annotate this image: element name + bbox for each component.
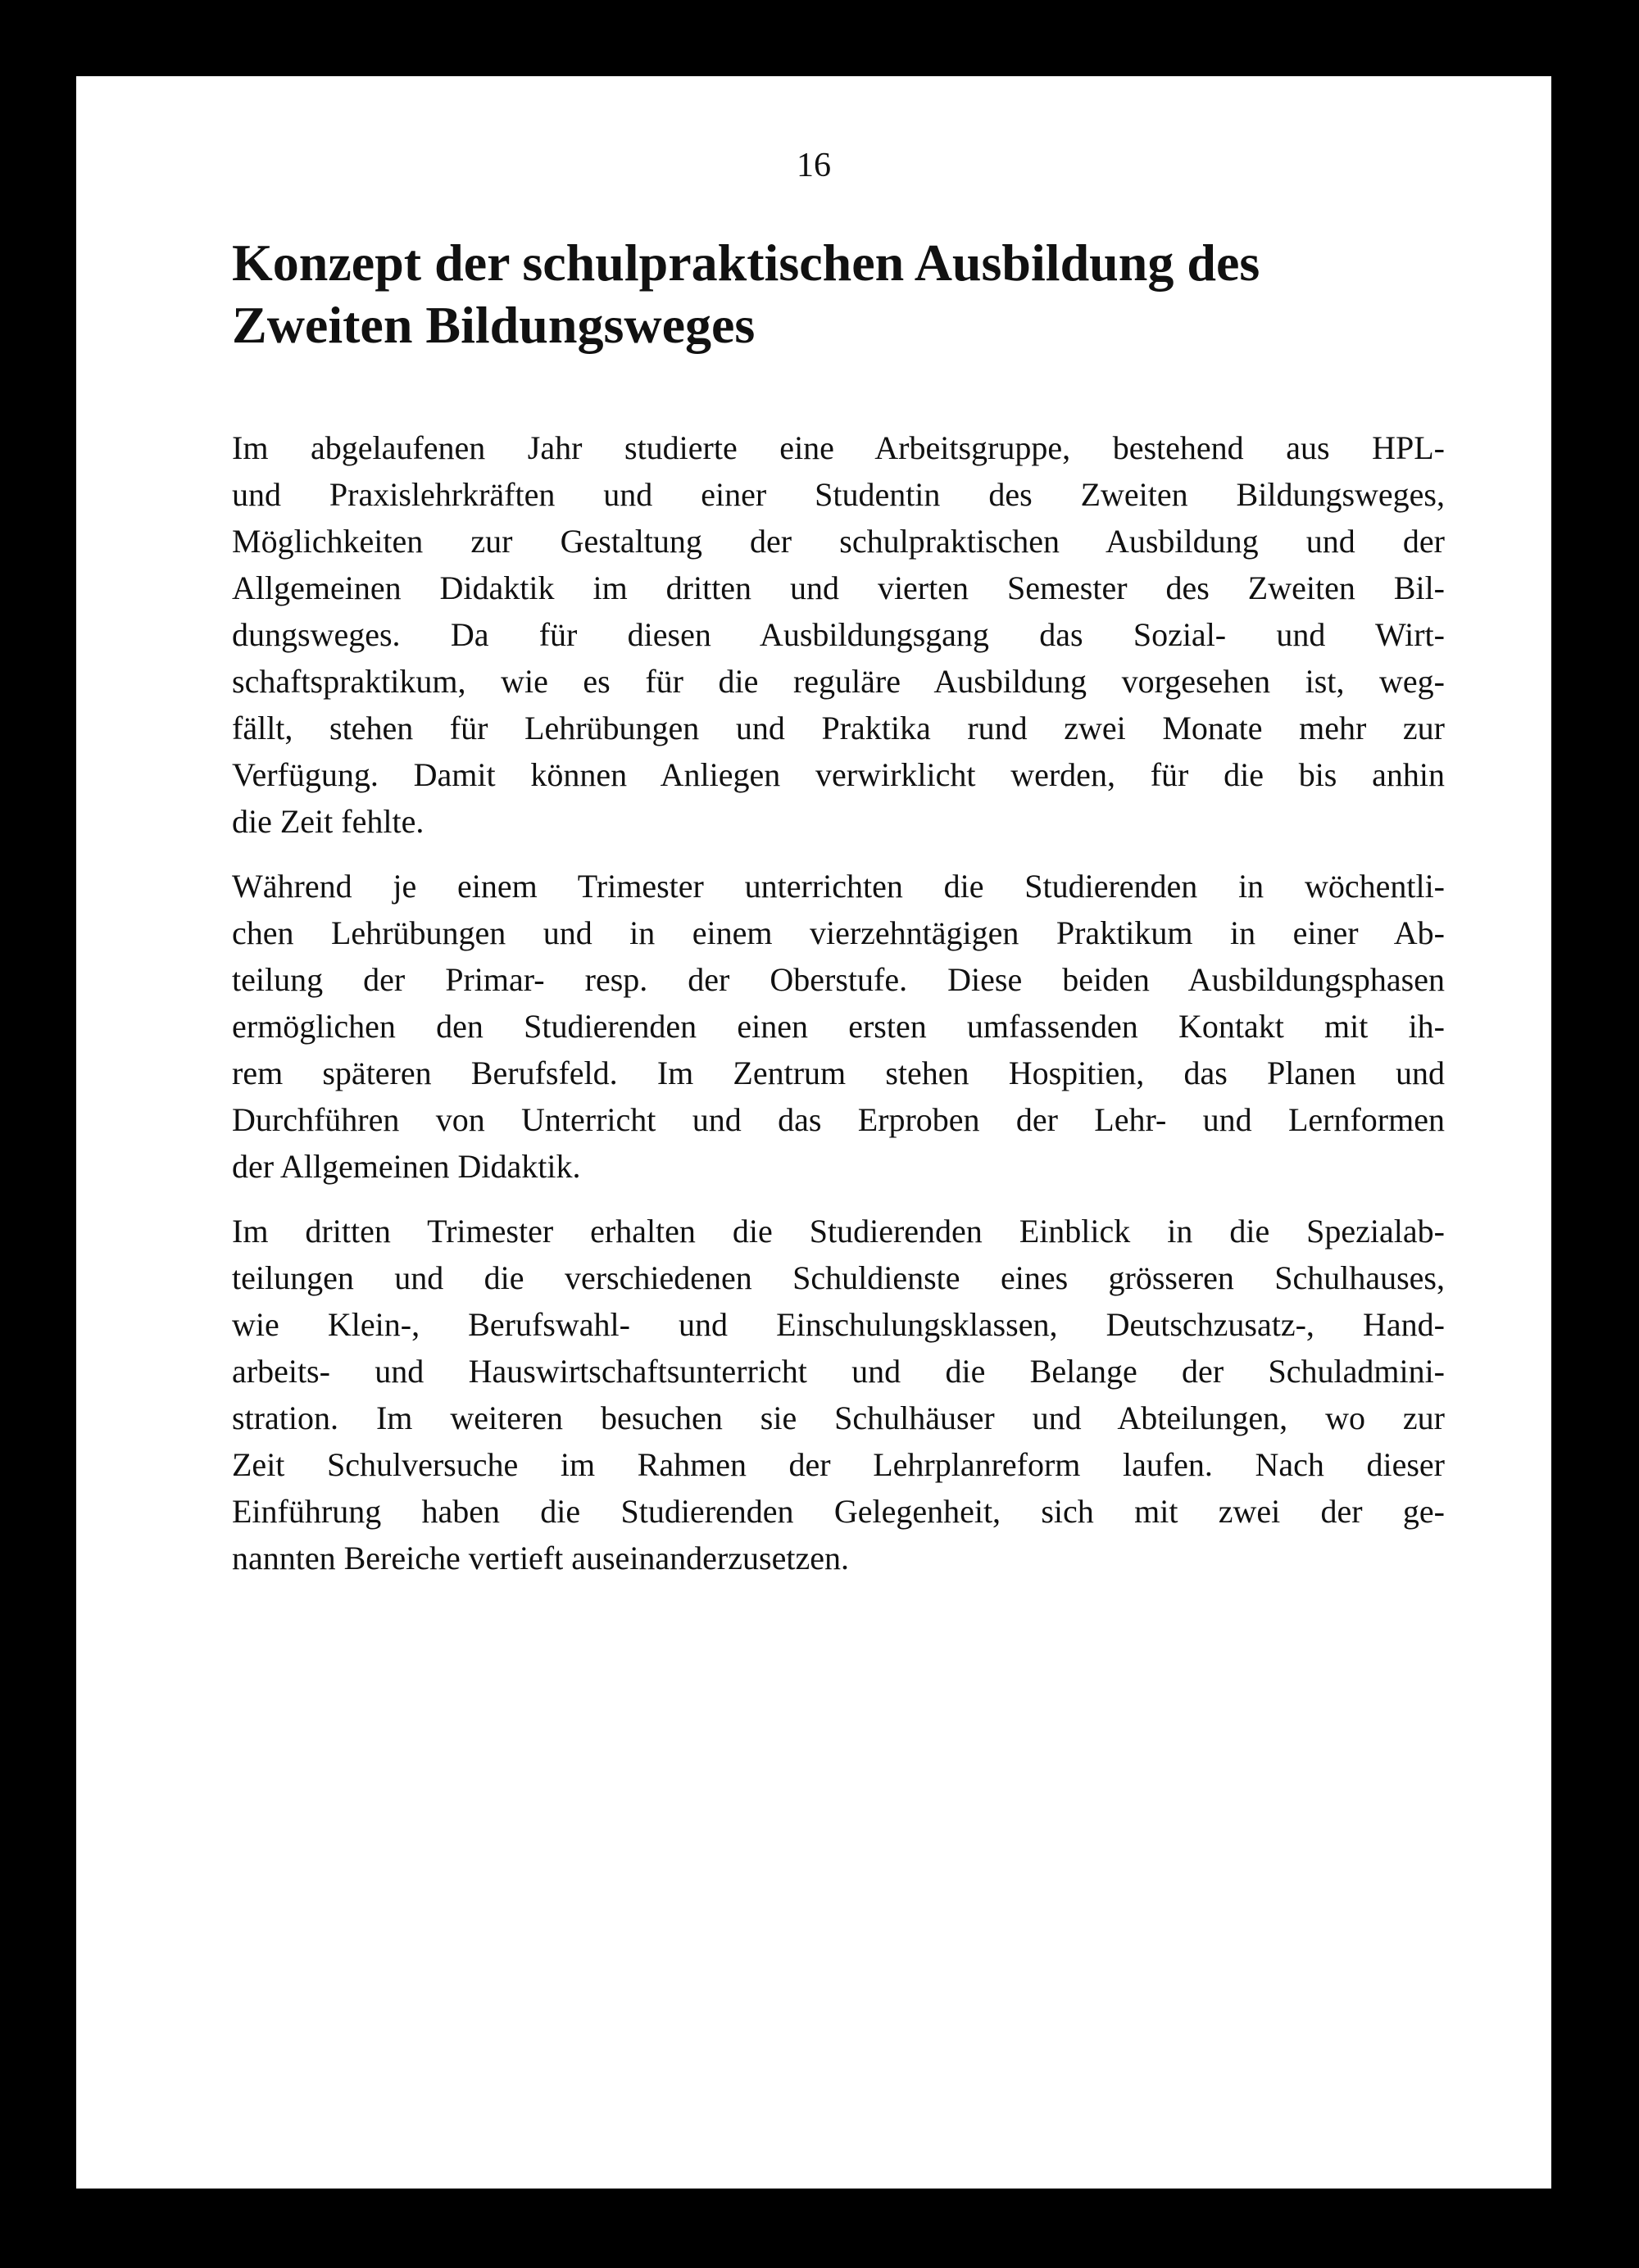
title-line: Zweiten Bildungsweges	[232, 296, 756, 354]
text-line: teilung der Primar- resp. der Oberstufe. Diese beiden Ausbildungsphasen	[232, 961, 1445, 998]
text-line: Im dritten Trimester erhalten die Studierenden Einblick in die Spezialab-	[232, 1213, 1445, 1250]
text-line: Während je einem Trimester unterrichten die Studierenden in wöchentli-	[232, 868, 1445, 905]
text-line: Einführung haben die Studierenden Gelegenheit, sich mit zwei der ge-	[232, 1493, 1445, 1530]
paragraph-3	[232, 1208, 1445, 1581]
text-line: Zeit Schulversuche im Rahmen der Lehrplanreform laufen. Nach dieser	[232, 1446, 1445, 1483]
text-line: dungsweges. Da für diesen Ausbildungsgang das Sozial- und Wirt-	[232, 616, 1445, 653]
text-line: Möglichkeiten zur Gestaltung der schulpraktischen Ausbildung und der	[232, 523, 1445, 560]
text-line: chen Lehrübungen und in einem vierzehntägigen Praktikum in einer Ab-	[232, 914, 1445, 951]
text-line: teilungen und die verschiedenen Schuldienste eines grösseren Schulhauses,	[232, 1259, 1445, 1296]
text-line: schaftspraktikum, wie es für die reguläre Ausbildung vorgesehen ist, weg-	[232, 663, 1445, 700]
text-line: Durchführen von Unterricht und das Erproben der Lehr- und Lernformen	[232, 1101, 1445, 1138]
text-line: Im abgelaufenen Jahr studierte eine Arbeitsgruppe, bestehend aus HPL-	[232, 429, 1445, 466]
paragraph-1	[232, 424, 1445, 845]
text-line: stration. Im weiteren besuchen sie Schulhäuser und Abteilungen, wo zur	[232, 1399, 1445, 1436]
text-line: fällt, stehen für Lehrübungen und Praktika rund zwei Monate mehr zur	[232, 710, 1445, 746]
text-line: nannten Bereiche vertieft auseinanderzusetzen.	[232, 1540, 849, 1576]
page-number: 16	[797, 147, 831, 184]
text-line: rem späteren Berufsfeld. Im Zentrum stehen Hospitien, das Planen und	[232, 1055, 1445, 1091]
title-line: Konzept der schulpraktischen Ausbildung des	[232, 234, 1260, 292]
text-line: arbeits- und Hauswirtschaftsunterricht und die Belange der Schuladmini-	[232, 1353, 1445, 1390]
text-line: Allgemeinen Didaktik im dritten und vierten Semester des Zweiten Bil-	[232, 569, 1445, 606]
text-line: die Zeit fehlte.	[232, 803, 425, 840]
text-line: der Allgemeinen Didaktik.	[232, 1148, 581, 1185]
text-line: wie Klein-, Berufswahl- und Einschulungsklassen, Deutschzusatz-, Hand-	[232, 1306, 1445, 1343]
text-line: und Praxislehrkräften und einer Studentin des Zweiten Bildungsweges,	[232, 476, 1445, 513]
paragraph-2	[232, 863, 1445, 1190]
body-text	[232, 424, 1445, 1599]
text-line: Verfügung. Damit können Anliegen verwirklicht werden, für die bis anhin	[232, 756, 1445, 793]
text-line: ermöglichen den Studierenden einen ersten umfassenden Kontakt mit ih-	[232, 1008, 1445, 1045]
document-page	[76, 76, 1551, 2189]
page-title	[232, 232, 1379, 356]
